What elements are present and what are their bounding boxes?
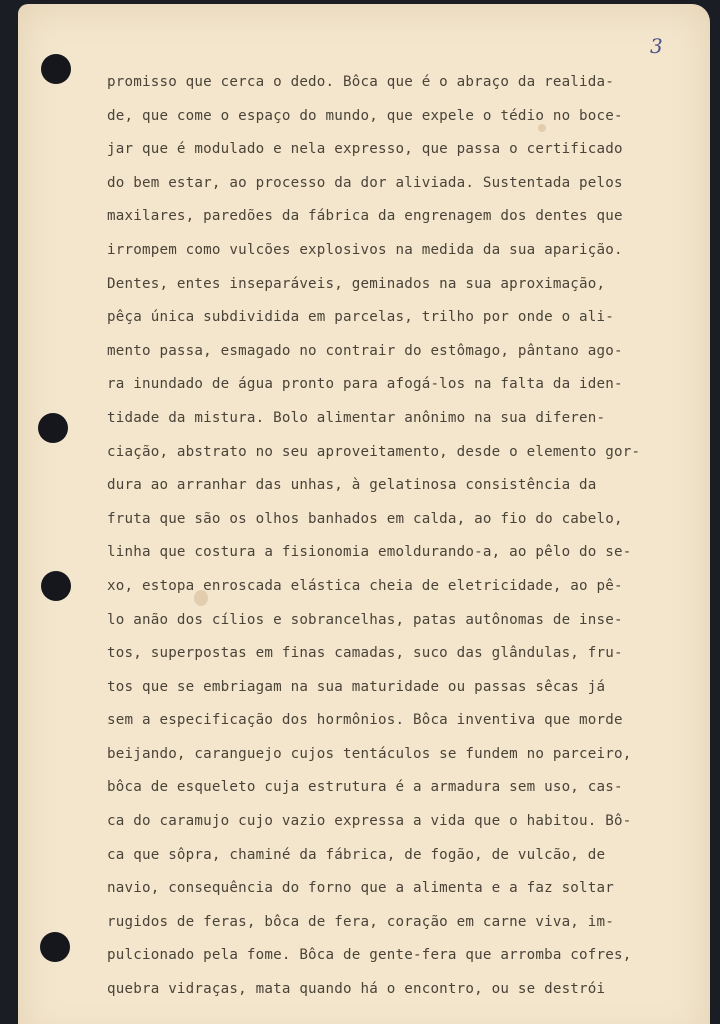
text-line: tidade da mistura. Bolo alimentar anônimo na sua diferen- xyxy=(107,409,606,426)
text-line: tos, superpostas em finas camadas, suco das glândulas, fru- xyxy=(107,645,623,662)
text-line: tos que se embriagam na sua maturidade ou passas sêcas já xyxy=(107,678,606,695)
text-line: irrompem como vulcões explosivos na medida da sua aparição. xyxy=(107,241,623,258)
text-line: xo, estopa enroscada elástica cheia de eletricidade, ao pê- xyxy=(107,577,623,594)
text-line: lo anão dos cílios e sobrancelhas, patas autônomas de inse- xyxy=(107,611,623,628)
text-line: jar que é modulado e nela expresso, que passa o certificado xyxy=(107,141,623,158)
text-line: sem a especificação dos hormônios. Bôca inventiva que morde xyxy=(107,712,623,729)
text-line: pêça única subdividida em parcelas, trilho por onde o ali- xyxy=(107,309,615,326)
text-line: ra inundado de água pronto para afogá-los na falta da iden- xyxy=(107,376,623,393)
text-line: quebra vidraças, mata quando há o encontro, ou se destrói xyxy=(107,981,606,998)
text-line: bôca de esqueleto cuja estrutura é a armadura sem uso, cas- xyxy=(107,779,623,796)
text-line: maxilares, paredões da fábrica da engrenagem dos dentes que xyxy=(107,208,623,225)
text-line: do bem estar, ao processo da dor aliviada. Sustentada pelos xyxy=(107,174,623,191)
text-line: fruta que são os olhos banhados em calda, ao fio do cabelo, xyxy=(107,510,623,527)
text-line: navio, consequência do forno que a alimenta e a faz soltar xyxy=(107,880,615,897)
binder-hole-1 xyxy=(41,54,71,84)
text-line: beijando, caranguejo cujos tentáculos se fundem no parceiro, xyxy=(107,745,632,762)
text-line: ca do caramujo cujo vazio expressa a vida que o habitou. Bô- xyxy=(107,813,632,830)
text-line: ca que sôpra, chaminé da fábrica, de fogão, de vulcão, de xyxy=(107,846,606,863)
text-line: pulcionado pela fome. Bôca de gente-fera que arromba cofres, xyxy=(107,947,632,964)
typewritten-text xyxy=(107,66,640,1007)
text-line: promisso que cerca o dedo. Bôca que é o abraço da realida- xyxy=(107,74,615,90)
text-line: linha que costura a fisionomia emoldurando-a, ao pêlo do se- xyxy=(107,544,632,561)
text-line: ciação, abstrato no seu aproveitamento, desde o elemento gor- xyxy=(107,443,641,460)
page-number: 3 xyxy=(650,34,663,58)
binder-hole-3 xyxy=(41,571,71,601)
text-line: mento passa, esmagado no contrair do estômago, pântano ago- xyxy=(107,342,623,359)
text-line: rugidos de feras, bôca de fera, coração em carne viva, im- xyxy=(107,913,615,930)
binder-hole-4 xyxy=(40,932,70,962)
text-line: Dentes, entes inseparáveis, geminados na sua aproximação, xyxy=(107,275,606,292)
text-line: dura ao arranhar das unhas, à gelatinosa consistência da xyxy=(107,477,597,494)
text-line: de, que come o espaço do mundo, que expele o tédio no boce- xyxy=(107,107,623,124)
binder-hole-2 xyxy=(38,413,68,443)
